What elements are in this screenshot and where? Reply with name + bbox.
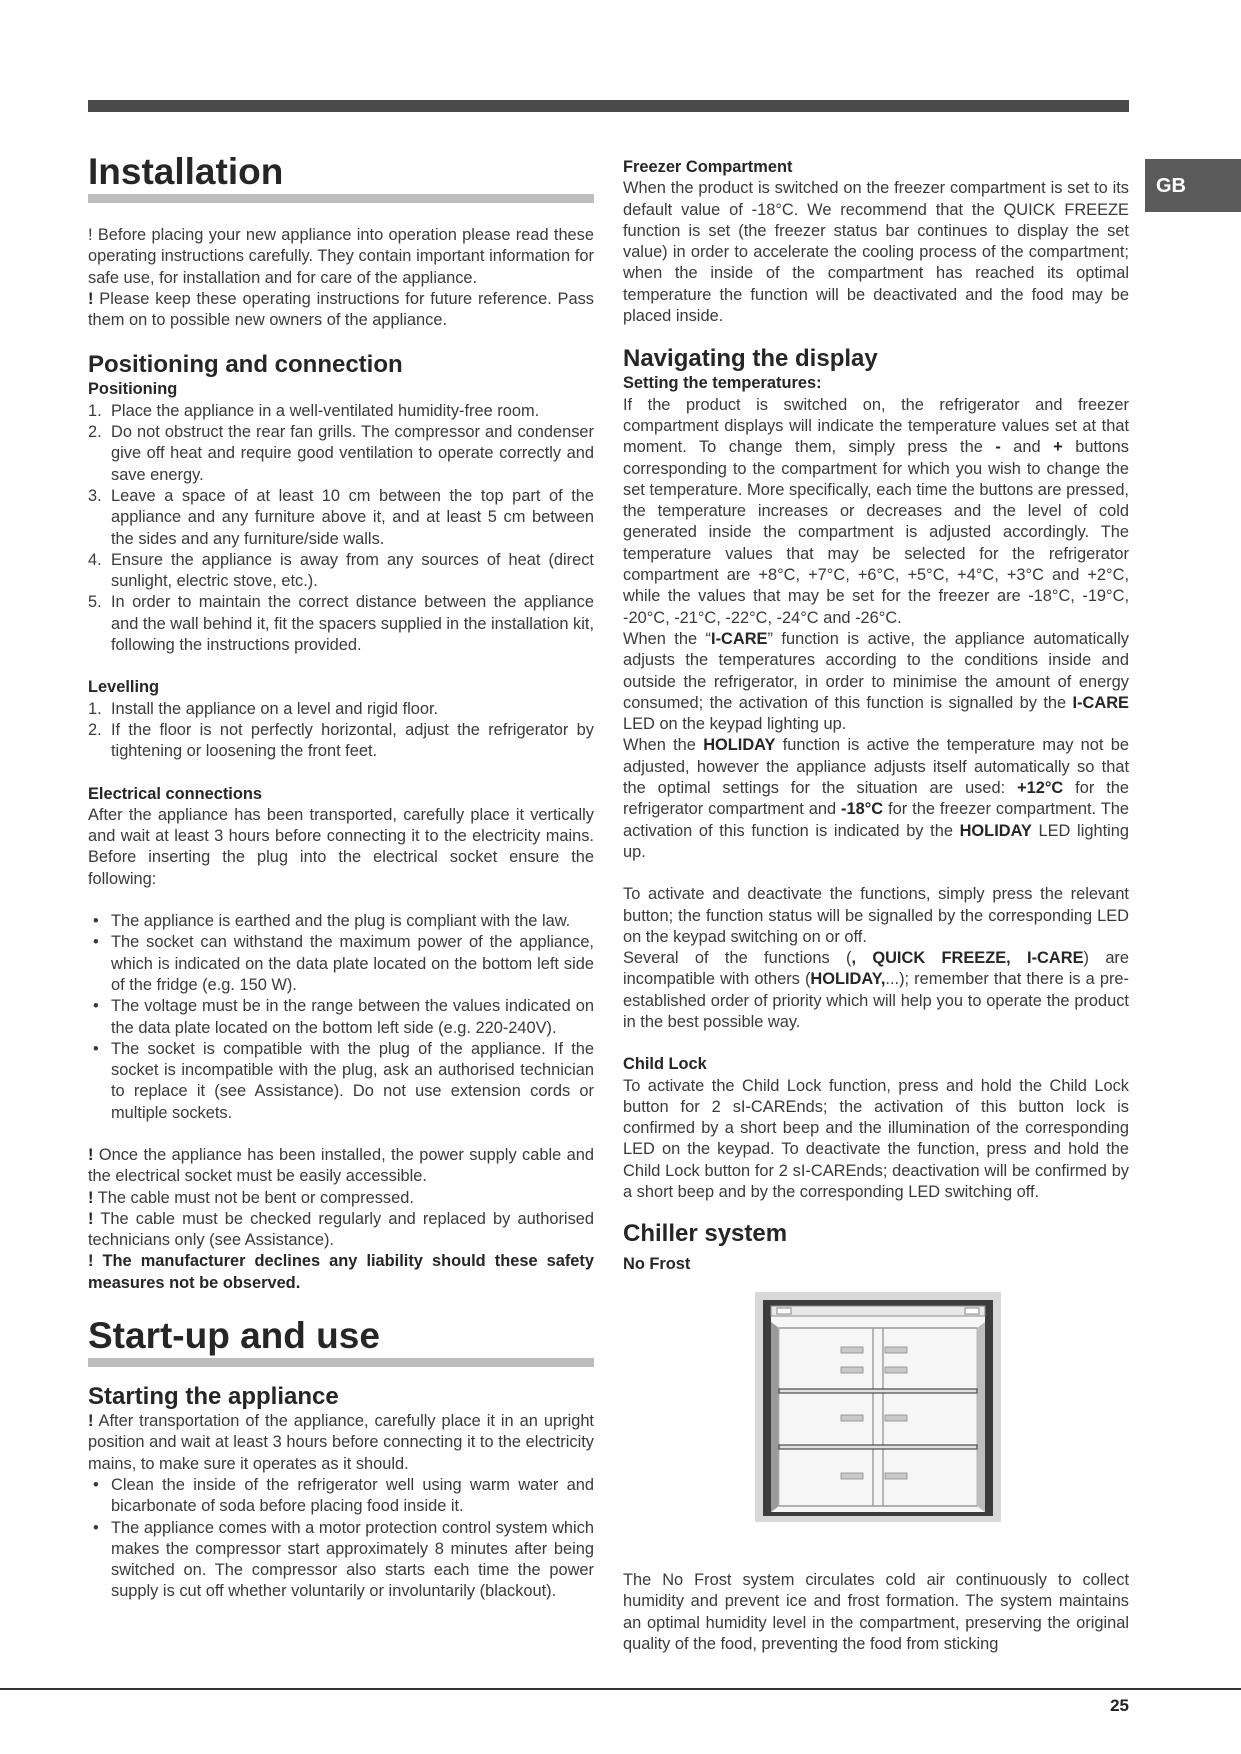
list-item: • The appliance comes with a motor protection control system which makes the compressor start approximately 8 minutes after being switched on. The compressor also starts each time the power supply is cut off whether voluntarily or involuntarily (blackout).: [93, 1518, 594, 1601]
navigating-title: Navigating the display: [623, 345, 878, 373]
list-item: • The appliance is earthed and the plug is compliant with the law.: [93, 912, 571, 931]
freezer-text: When the product is switched on the freezer compartment is set to its default value of -18°C. We recommend that the QUICK FREEZE function is set (the freezer status bar continues to display the set value) in order to accelerate the cooling process of the compartment; when the inside of the compartment has reached its optimal temperature the function will be deactivated and the food may be placed inside.: [623, 179, 1129, 326]
warning-3: ! The cable must be checked regularly and replaced by authorised technicians only (see Assistance).: [88, 1209, 594, 1250]
no-frost-subtitle: No Frost: [623, 1255, 691, 1274]
list-item: • Clean the inside of the refrigerator well using warm water and bicarbonate of soda before placing food inside it.: [93, 1475, 594, 1516]
list-item: • The socket can withstand the maximum power of the appliance, which is indicated on the data plate located on the bottom left side of the fridge (e.g. 150 W).: [93, 933, 594, 994]
right-column: [623, 157, 1129, 1655]
starting-appliance-title: Starting the appliance: [88, 1383, 339, 1411]
electrical-text: After the appliance has been transported, carefully place it vertically and wait at least 3 hours before connecting it to the electricity mains. Before inserting the plug into the electrical socket ensure the following:: [88, 805, 594, 888]
functions-text: To activate and deactivate the functions, simply press the relevant button; the function status will be signalled by the corresponding LED on the keypad switching on or off.: [623, 885, 1129, 946]
list-item: 4. Ensure the appliance is away from any sources of heat (direct sunlight, electric stove, etc.).: [88, 550, 594, 591]
child-lock-title: Child Lock: [623, 1055, 707, 1074]
list-item: 1. Place the appliance in a well-ventilated humidity-free room.: [88, 401, 540, 420]
icare-text: When the “I-CARE” function is active, the appliance automatically adjusts the temperatures according to the conditions inside and outside the refrigerator, in order to minimise the amount of energy consumed; the activation of this function is signalled by the I-CARE LED on the keypad lighting up.: [623, 629, 1130, 734]
diagram-interior: [771, 1316, 985, 1512]
list-item: • The voltage must be in the range between the values indicated on the data plate located on the bottom left side (e.g. 220-240V).: [93, 997, 594, 1037]
levelling-list: [88, 699, 594, 763]
list-item: 1. Install the appliance on a level and rigid floor.: [88, 699, 439, 718]
electrical-subtitle: Electrical connections: [88, 784, 262, 803]
positioning-subtitle: Positioning: [88, 380, 178, 399]
starting-list: [88, 1475, 594, 1603]
warning-4: ! The manufacturer declines any liability should these safety measures not be observed.: [88, 1252, 594, 1292]
no-frost-text: The No Frost system circulates cold air continuously to collect humidity and prevent ice and frost formation. The system maintains an optimal humidity level in the compartment, preserving the original quality of the food, preventing the food from sticking: [623, 1570, 1129, 1653]
warning-mark: !: [88, 289, 94, 308]
installation-intro-2: [88, 289, 594, 332]
list-item: 3. Leave a space of at least 10 cm between the top part of the appliance and any furniture above it, and at least 5 cm between the sides and any furniture/side walls.: [88, 486, 594, 548]
list-item: • The socket is compatible with the plug of the appliance. If the socket is incompatible with the plug, ask an authorised technician to replace it (see Assistance). Do not use extension cords or multiple sockets.: [93, 1039, 594, 1122]
list-item: 2. Do not obstruct the rear fan grills. The compressor and condenser give off heat and require good ventilation to operate correctly and save energy.: [88, 423, 594, 484]
installation-intro: ! Before placing your new appliance into operation please read these operating instructions carefully. They contain important information for safe use, for installation and for care of the appliance.: [88, 226, 594, 287]
diagram-left-wall: [771, 1322, 779, 1512]
page-number: 25: [1110, 1696, 1129, 1715]
chiller-title: Chiller system: [623, 1220, 788, 1248]
list-item: 2. If the floor is not perfectly horizontal, adjust the refrigerator by tightening or loosening the front feet.: [88, 720, 594, 761]
warning-1: ! Once the appliance has been installed, the power supply cable and the electrical socket must be easily accessible.: [88, 1145, 594, 1186]
list-item: 5. In order to maintain the correct distance between the appliance and the wall behind it, fit the spacers supplied in the installation kit, following the instructions provided.: [88, 593, 594, 655]
setting-text: If the product is switched on, the refrigerator and freezer compartment displays will indicate the temperature values set at that moment. To change them, simply press the - and + buttons corresponding to the compartment for which you wish to change the set temperature. More specifically, each time the buttons are pressed, the temperature increases or decreases and the level of cold generated inside the compartment is adjusted accordingly. The temperature values that may be selected for the refrigerator compartment are +8°C, +7°C, +6°C, +5°C, +4°C, +3°C and +2°C, while the values that may be set for the freezer are -18°C, -19°C, -20°C, -21°C, -22°C, -24°C and -26°C.: [623, 395, 1129, 627]
positioning-list: [88, 401, 594, 657]
language-tab: GB: [1145, 159, 1241, 212]
diagram-right-wall: [977, 1322, 985, 1512]
header-bar: [88, 100, 1129, 112]
footer-rule: [0, 1688, 1241, 1690]
electrical-list: [88, 911, 594, 1124]
diagram-shelf: [779, 1389, 977, 1393]
left-column: [88, 150, 594, 1603]
setting-temperatures-subtitle: Setting the temperatures:: [623, 374, 822, 393]
no-frost-diagram: [755, 1292, 1001, 1522]
child-lock-text: To activate the Child Lock function, press and hold the Child Lock button for 2 sI-CAREnds; the activation of this button lock is confirmed by a short beep and the illumination of the corresponding LED on the keypad. To deactivate the function, press and hold the Child Lock button for 2 sI-CAREnds; deactivation will be confirmed by a short beep and by the corresponding LED switching off.: [623, 1076, 1129, 1202]
diagram-top-vent: [771, 1306, 985, 1316]
positioning-connection-title: Positioning and connection: [88, 351, 403, 379]
installation-intro-2-text: Please keep these operating instructions for future reference. Pass them on to possible new owners of the appliance.: [88, 289, 594, 330]
freezer-title: Freezer Compartment: [623, 158, 793, 176]
priority-text: Several of the functions (, QUICK FREEZE, I-CARE) are incompatible with others (HOLIDAY,...); remember that there is a pre-established order of priority which will help you to operate the product in the best possible way.: [623, 949, 1130, 1031]
holiday-text: When the HOLIDAY function is active the temperature may not be adjusted, however the appliance adjusts itself automatically so that the optimal settings for the situation are used: +12°C for the refrigerator compartment and -18°C for the freezer compartment. The activation of this function is indicated by the HOLIDAY LED lighting up.: [623, 736, 1129, 861]
installation-title: Installation: [88, 150, 594, 203]
startup-title: Start-up and use: [88, 1314, 594, 1367]
warning-2: ! The cable must not be bent or compressed.: [88, 1188, 414, 1207]
diagram-shelf: [779, 1445, 977, 1449]
levelling-subtitle: Levelling: [88, 678, 160, 697]
starting-text: ! After transportation of the appliance, carefully place it in an upright position and wait at least 3 hours before connecting it to the electricity mains, to make sure it operates as it should.: [88, 1412, 594, 1473]
